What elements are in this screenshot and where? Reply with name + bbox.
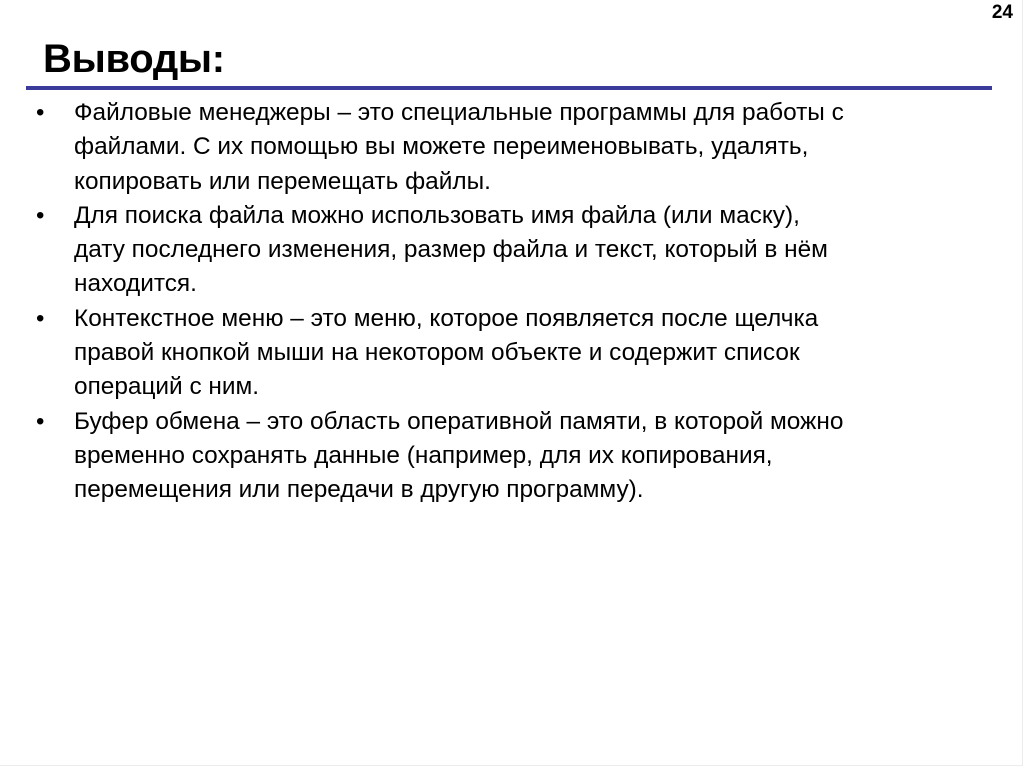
bullet-text-line: находится.	[74, 270, 197, 298]
bullet-icon: •	[36, 407, 45, 435]
title-underline-divider	[26, 86, 992, 90]
conclusions-list	[0, 96, 1024, 508]
bullet-text-line: копировать или перемещать файлы.	[74, 167, 491, 195]
list-item-file-search	[0, 199, 1024, 302]
bullet-icon: •	[36, 99, 45, 126]
list-item-file-managers	[0, 96, 1024, 199]
bullet-text-line: Для поиска файла можно использовать имя файла (или маску),	[74, 201, 800, 229]
list-item-clipboard	[0, 405, 1024, 508]
bullet-text-line: Файловые менеджеры – это специальные программы для работы с	[74, 99, 844, 126]
bullet-text-line: Буфер обмена – это область оперативной памяти, в которой можно	[74, 407, 844, 435]
bullet-text-line: правой кнопкой мыши на некотором объекте и содержит список	[74, 339, 800, 367]
bullet-text-line: Контекстное меню – это меню, которое появляется после щелчка	[74, 304, 819, 332]
page-number: 24	[991, 2, 1013, 23]
bullet-text-line: файлами. С их помощью вы можете переименовывать, удалять,	[74, 133, 809, 161]
bullet-icon: •	[36, 201, 45, 229]
bullet-text-line: операций с ним.	[74, 373, 260, 401]
bullet-text-line: перемещения или передачи в другую программу).	[74, 476, 644, 504]
bullet-text-line: временно сохранять данные (например, для их копирования,	[74, 441, 773, 469]
list-item-context-menu	[0, 302, 1024, 405]
bullet-text-line: дату последнего изменения, размер файла и текст, который в нём	[74, 236, 828, 264]
slide-title: Выводы:	[43, 37, 225, 81]
bullet-icon: •	[36, 304, 45, 332]
